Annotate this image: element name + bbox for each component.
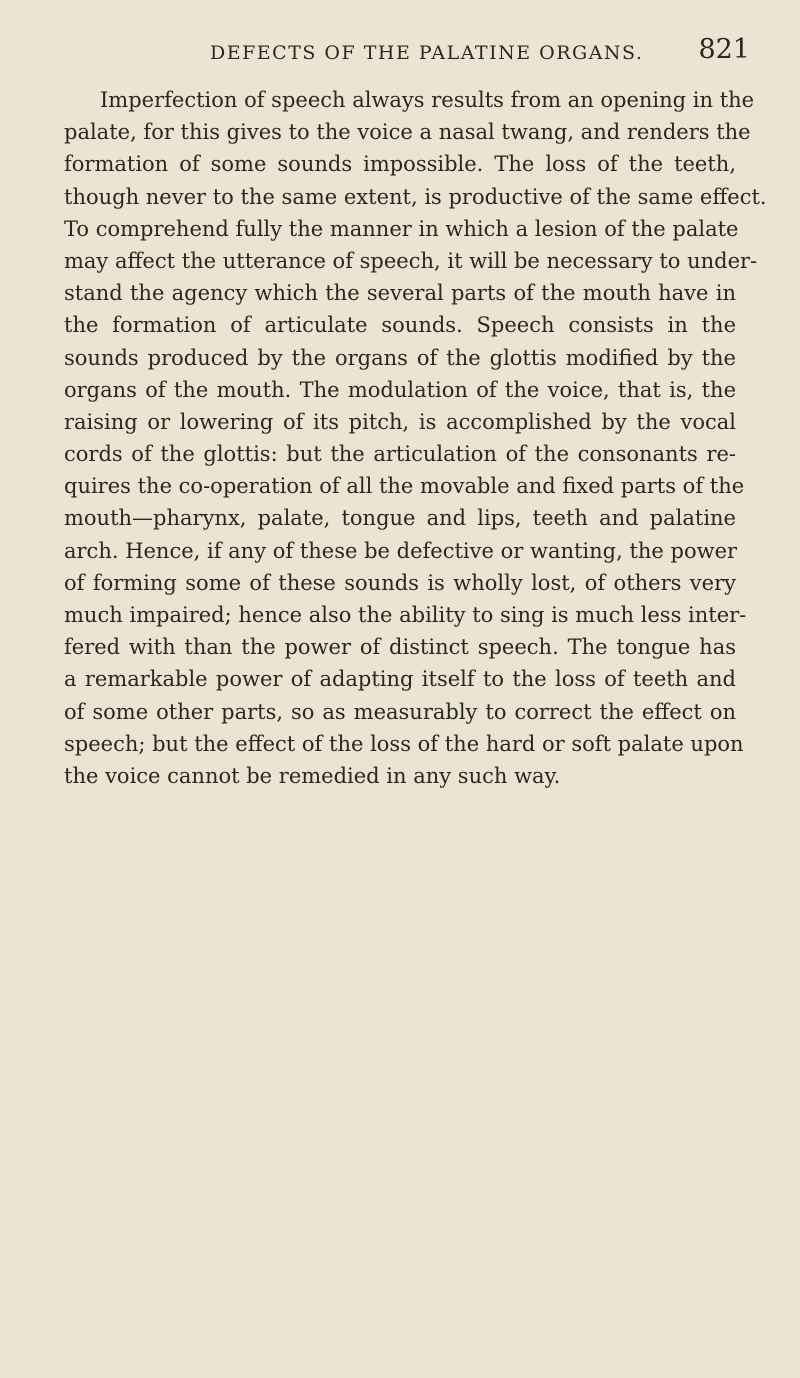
text-line: quires the co-operation of all the movable and fixed parts of the — [64, 474, 745, 499]
body-paragraph — [64, 84, 767, 792]
page-header — [210, 34, 750, 70]
text-line: formation of some sounds impossible. The loss of the teeth, — [64, 152, 736, 177]
text-line: stand the agency which the several parts of the mouth have in — [64, 281, 736, 306]
page-number: 821 — [698, 34, 750, 65]
text-line: much impaired; hence also the ability to sing is much less inter- — [64, 603, 747, 627]
text-line: a remarkable power of adapting itself to the loss of teeth and — [64, 667, 736, 692]
text-line: Imperfection of speech always results from an opening in the — [100, 88, 755, 112]
text-line: though never to the same extent, is productive of the same effect. — [64, 184, 767, 209]
text-line: sounds produced by the organs of the glottis modified by the — [64, 345, 736, 370]
text-line: of some other parts, so as measurably to correct the effect on — [64, 699, 736, 724]
text-line: palate, for this gives to the voice a nasal twang, and renders the — [64, 120, 751, 145]
running-title: DEFECTS OF THE PALATINE ORGANS. — [210, 42, 644, 64]
text-line: may affect the utterance of speech, it will be necessary to under- — [64, 248, 758, 273]
text-line: the formation of articulate sounds. Speech consists in the — [64, 313, 736, 338]
text-line: the voice cannot be remedied in any such way. — [64, 763, 561, 788]
text-line: To comprehend fully the manner in which a lesion of the palate — [64, 216, 739, 241]
text-line: arch. Hence, if any of these be defective or wanting, the power — [64, 538, 738, 563]
text-line: mouth—pharynx, palate, tongue and lips, teeth and palatine — [64, 506, 736, 531]
text-line: of forming some of these sounds is wholly lost, of others very — [64, 570, 736, 595]
text-line: raising or lowering of its pitch, is accomplished by the vocal — [64, 409, 736, 434]
text-line: cords of the glottis: but the articulation of the consonants re- — [64, 442, 736, 467]
text-line: speech; but the effect of the loss of the hard or soft palate upon — [64, 731, 744, 756]
text-line: organs of the mouth. The modulation of the voice, that is, the — [64, 377, 736, 402]
text-line: fered with than the power of distinct speech. The tongue has — [64, 635, 736, 660]
